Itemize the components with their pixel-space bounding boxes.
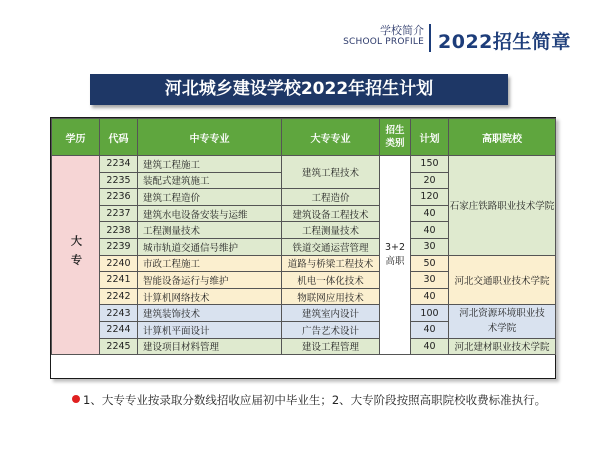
code-cell: 2235 [100,172,138,189]
xueli-value: 大专 [69,234,83,273]
plan-cell: 40 [411,205,449,222]
plan-cell: 100 [411,305,449,322]
dazhuan-cell: 建设工程管理 [282,338,380,355]
section-label-cn: 学校简介 [380,24,424,37]
dazhuan-cell: 道路与桥梁工程技术 [282,255,380,272]
header-zhongzhuan: 中专专业 [138,119,282,156]
zhongzhuan-cell: 计算机平面设计 [138,321,282,338]
header-category-text: 招生类别 [385,125,405,149]
section-label [340,24,424,48]
zhongzhuan-cell: 建设项目材料管理 [138,338,282,355]
category-value: 3+2高职 [384,242,406,268]
zhongzhuan-cell: 市政工程施工 [138,255,282,272]
dazhuan-cell: 广告艺术设计 [282,321,380,338]
code-cell: 2234 [100,156,138,173]
dazhuan-cell: 机电一体化技术 [282,272,380,289]
plan-cell: 40 [411,338,449,355]
dazhuan-cell: 建筑设备工程技术 [282,205,380,222]
college-cell: 河北建材职业技术学院 [449,338,556,355]
enrollment-table [51,118,556,355]
plan-cell: 50 [411,255,449,272]
header-college: 高职院校 [449,119,556,156]
dazhuan-cell: 工程造价 [282,189,380,206]
page-title: 2022招生简章 [438,31,571,53]
category-cell [380,156,411,355]
code-cell: 2241 [100,272,138,289]
dazhuan-cell: 建筑室内设计 [282,305,380,322]
footnote-text: 1、大专专业按录取分数线招收应届初中毕业生；2、大专阶段按照高职院校收费标准执行。 [83,393,547,407]
plan-cell: 150 [411,156,449,173]
table-row [52,338,556,355]
bullet-dot-icon [72,395,80,403]
xueli-cell [52,156,100,355]
dazhuan-cell: 工程测量技术 [282,222,380,239]
table-header-row [52,119,556,156]
plan-cell: 40 [411,222,449,239]
header-dazhuan: 大专专业 [282,119,380,156]
zhongzhuan-cell: 装配式建筑施工 [138,172,282,189]
code-cell: 2238 [100,222,138,239]
zhongzhuan-cell: 城市轨道交通信号维护 [138,238,282,255]
header-category [380,119,411,156]
table-row [52,305,556,322]
plan-cell: 30 [411,272,449,289]
college-name: 河北资源环境职业技术学院 [459,308,545,335]
code-cell: 2236 [100,189,138,206]
header-plan: 计划 [411,119,449,156]
zhongzhuan-cell: 智能设备运行与维护 [138,272,282,289]
table-row [52,156,556,173]
zhongzhuan-cell: 工程测量技术 [138,222,282,239]
plan-cell: 40 [411,288,449,305]
college-cell [449,305,556,338]
zhongzhuan-cell: 计算机网络技术 [138,288,282,305]
section-label-en: SCHOOL PROFILE [343,37,424,47]
code-cell: 2240 [100,255,138,272]
dazhuan-cell: 建筑工程技术 [282,156,380,189]
code-cell: 2244 [100,321,138,338]
header-code: 代码 [100,119,138,156]
table-row [52,255,556,272]
code-cell: 2243 [100,305,138,322]
zhongzhuan-cell: 建筑工程造价 [138,189,282,206]
college-cell: 石家庄铁路职业技术学院 [449,156,556,256]
code-cell: 2242 [100,288,138,305]
enrollment-plan-banner: 河北城乡建设学校2022年招生计划 [90,74,508,105]
plan-cell: 120 [411,189,449,206]
dazhuan-cell: 铁道交通运营管理 [282,238,380,255]
footnote [72,392,546,408]
dazhuan-cell: 物联网应用技术 [282,288,380,305]
plan-cell: 30 [411,238,449,255]
zhongzhuan-cell: 建筑水电设备安装与运维 [138,205,282,222]
plan-cell: 20 [411,172,449,189]
college-cell: 河北交通职业技术学院 [449,255,556,305]
plan-cell: 40 [411,321,449,338]
zhongzhuan-cell: 建筑工程施工 [138,156,282,173]
header-xueli: 学历 [52,119,100,156]
header-divider [429,24,431,52]
enrollment-table-frame [50,117,556,379]
code-cell: 2239 [100,238,138,255]
code-cell: 2245 [100,338,138,355]
code-cell: 2237 [100,205,138,222]
zhongzhuan-cell: 建筑装饰技术 [138,305,282,322]
